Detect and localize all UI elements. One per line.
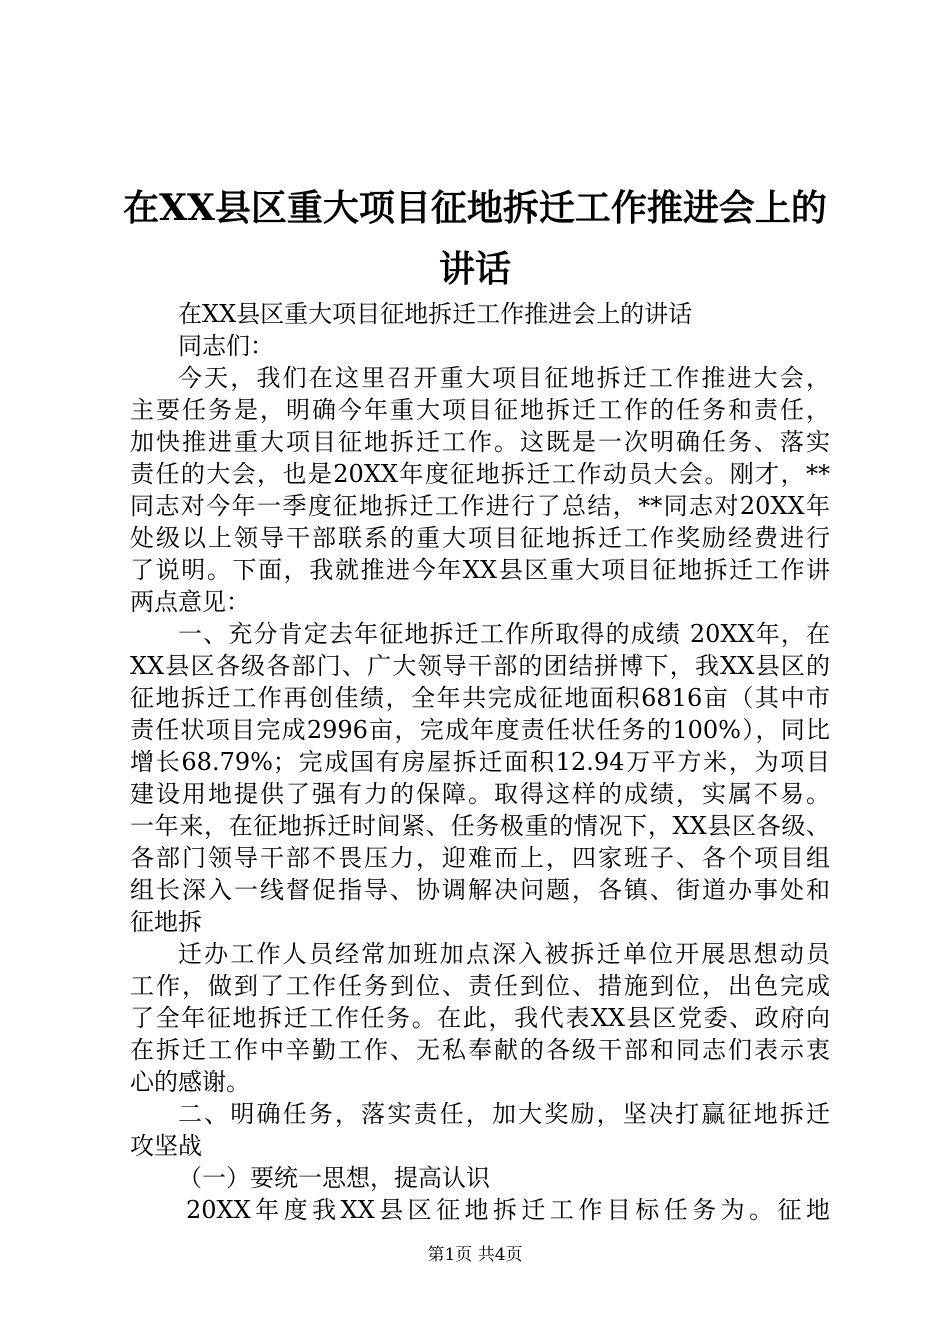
body-line: 迁办工作人员经常加班加点深入被拆迁单位开展思想动员	[178, 940, 830, 968]
body-line: 20XX年度我XX县区征地拆迁工作目标任务为。征地	[186, 1196, 830, 1224]
subsection-heading: （一）要统一思想，提高认识	[178, 1164, 490, 1192]
body-line: 今天，我们在这里召开重大项目征地拆迁工作推进大会，	[178, 364, 830, 392]
body-line: 了说明。下面，我就推进今年XX县区重大项目征地拆迁工作讲	[130, 556, 830, 584]
page-number-footer: 第1页 共4页	[427, 1245, 523, 1265]
body-line: 征地拆迁工作再创佳绩，全年共完成征地面积6816亩（其中市	[130, 684, 830, 712]
body-line: 了全年征地拆迁工作任务。在此，我代表XX县区党委、政府向	[130, 1004, 830, 1032]
section-heading-line: 二、明确任务，落实责任，加大奖励，坚决打赢征地拆迁	[178, 1100, 830, 1128]
body-line: 征地拆	[130, 908, 202, 936]
body-line: 处级以上领导干部联系的重大项目征地拆迁工作奖励经费进行	[130, 524, 830, 552]
body-line: 主要任务是，明确今年重大项目征地拆迁工作的任务和责任，	[130, 396, 830, 424]
body-line: XX县区各级各部门、广大领导干部的团结拼博下，我XX县区的	[130, 652, 830, 680]
body-line-salutation: 同志们：	[178, 332, 274, 360]
body-line: 心的感谢。	[130, 1068, 250, 1096]
body-line: 一年来，在征地拆迁时间紧、任务极重的情况下，XX县区各级、	[130, 812, 830, 840]
body-line: 同志对今年一季度征地拆迁工作进行了总结，**同志对20XX年	[130, 492, 830, 520]
body-line: 组长深入一线督促指导、协调解决问题，各镇、街道办事处和	[130, 876, 830, 904]
body-line: 责任状项目完成2996亩，完成年度责任状任务的100%），同比	[130, 716, 830, 744]
body-line: 工作，做到了工作任务到位、责任到位、措施到位，出色完成	[130, 972, 830, 1000]
body-line: 建设用地提供了强有力的保障。取得这样的成绩，实属不易。	[130, 780, 830, 808]
body-line: 一、充分肯定去年征地拆迁工作所取得的成绩 20XX年，在	[178, 620, 830, 648]
section-heading-line: 攻坚战	[130, 1132, 202, 1160]
body-line: 加快推进重大项目征地拆迁工作。这既是一次明确任务、落实	[130, 428, 830, 456]
body-line: 责任的大会，也是20XX年度征地拆迁工作动员大会。刚才，**	[130, 460, 830, 488]
body-line-subtitle: 在XX县区重大项目征地拆迁工作推进会上的讲话	[178, 300, 693, 328]
document-title-line-1: 在XX县区重大项目征地拆迁工作推进会上的	[123, 187, 827, 229]
body-line: 增长68.79%；完成国有房屋拆迁面积12.94万平方米，为项目	[130, 748, 830, 776]
body-line: 两点意见：	[130, 588, 250, 616]
document-title-line-2: 讲话	[438, 248, 511, 290]
body-line: 在拆迁工作中辛勤工作、无私奉献的各级干部和同志们表示衷	[130, 1036, 830, 1064]
body-line: 各部门领导干部不畏压力，迎难而上，四家班子、各个项目组	[130, 844, 830, 872]
